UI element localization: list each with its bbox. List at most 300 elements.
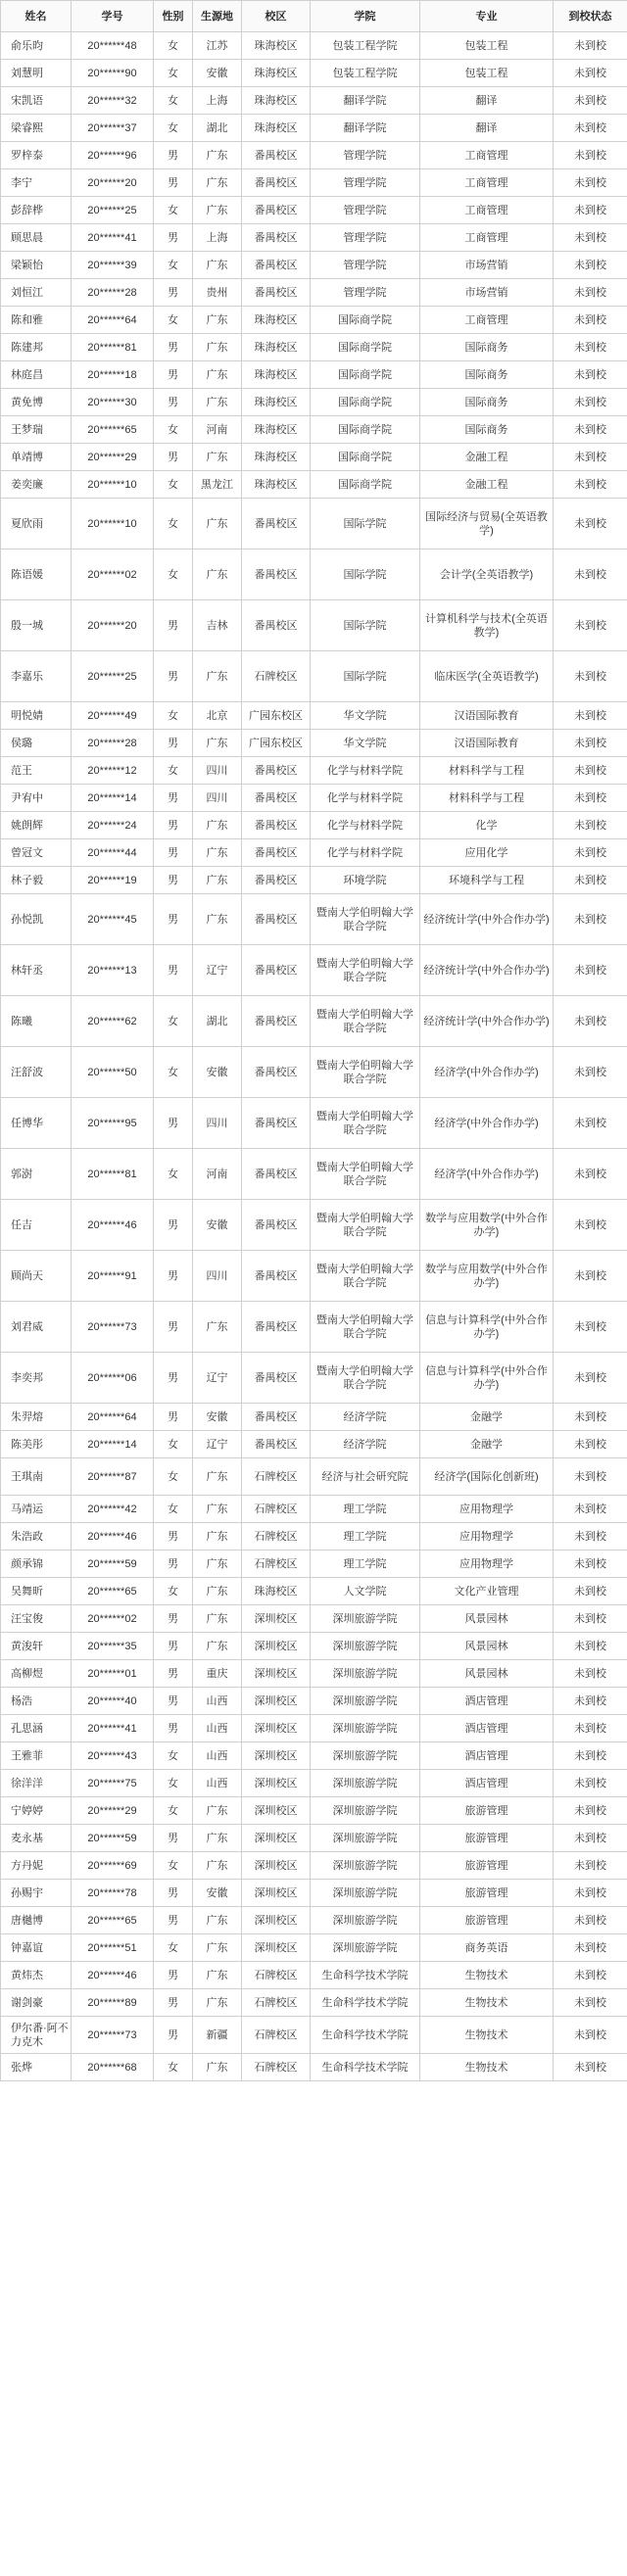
cell-college: 深圳旅游学院 xyxy=(311,1715,420,1742)
cell-college: 暨南大学伯明翰大学联合学院 xyxy=(311,1251,420,1302)
cell-major: 金融学 xyxy=(420,1431,554,1458)
cell-major: 风景园林 xyxy=(420,1660,554,1688)
cell-name: 李宁 xyxy=(1,169,72,197)
cell-major: 生物技术 xyxy=(420,1962,554,1989)
cell-status: 未到校 xyxy=(554,1404,627,1431)
cell-student-id: 20******41 xyxy=(72,1715,154,1742)
cell-campus: 番禺校区 xyxy=(242,197,311,224)
cell-gender: 男 xyxy=(154,169,193,197)
cell-origin: 吉林 xyxy=(193,600,242,651)
table-row xyxy=(1,1688,627,1715)
cell-status: 未到校 xyxy=(554,334,627,361)
cell-gender: 男 xyxy=(154,1660,193,1688)
cell-gender: 男 xyxy=(154,867,193,894)
table-row xyxy=(1,1797,627,1825)
cell-origin: 北京 xyxy=(193,702,242,730)
cell-name: 宋凯语 xyxy=(1,87,72,115)
cell-origin: 广东 xyxy=(193,334,242,361)
cell-major: 旅游管理 xyxy=(420,1797,554,1825)
cell-student-id: 20******46 xyxy=(72,1200,154,1251)
table-row xyxy=(1,996,627,1047)
cell-campus: 珠海校区 xyxy=(242,115,311,142)
table-row xyxy=(1,416,627,444)
header-row xyxy=(1,1,627,32)
table-row xyxy=(1,115,627,142)
cell-name: 汪舒波 xyxy=(1,1047,72,1098)
cell-name: 谢剑豪 xyxy=(1,1989,72,2017)
cell-campus: 珠海校区 xyxy=(242,416,311,444)
cell-status: 未到校 xyxy=(554,471,627,499)
cell-college: 化学与材料学院 xyxy=(311,812,420,839)
table-row xyxy=(1,389,627,416)
cell-college: 化学与材料学院 xyxy=(311,757,420,785)
cell-student-id: 20******65 xyxy=(72,416,154,444)
cell-origin: 广东 xyxy=(193,307,242,334)
cell-gender: 男 xyxy=(154,444,193,471)
cell-student-id: 20******28 xyxy=(72,279,154,307)
cell-college: 经济与社会研究院 xyxy=(311,1458,420,1496)
cell-name: 明悦婧 xyxy=(1,702,72,730)
cell-college: 国际商学院 xyxy=(311,444,420,471)
table-row xyxy=(1,1578,627,1605)
cell-gender: 男 xyxy=(154,1251,193,1302)
cell-origin: 安徽 xyxy=(193,1404,242,1431)
cell-student-id: 20******13 xyxy=(72,945,154,996)
cell-college: 管理学院 xyxy=(311,224,420,252)
cell-origin: 安徽 xyxy=(193,1880,242,1907)
cell-name: 彭辞桦 xyxy=(1,197,72,224)
table-row xyxy=(1,1496,627,1523)
cell-gender: 男 xyxy=(154,1098,193,1149)
table-row xyxy=(1,867,627,894)
table-row xyxy=(1,444,627,471)
cell-origin: 上海 xyxy=(193,87,242,115)
cell-gender: 女 xyxy=(154,1047,193,1098)
cell-status: 未到校 xyxy=(554,1715,627,1742)
cell-gender: 女 xyxy=(154,115,193,142)
cell-name: 王雅菲 xyxy=(1,1742,72,1770)
cell-college: 深圳旅游学院 xyxy=(311,1852,420,1880)
cell-origin: 广东 xyxy=(193,1605,242,1633)
cell-name: 徐洋洋 xyxy=(1,1770,72,1797)
cell-student-id: 20******73 xyxy=(72,1302,154,1353)
table-row xyxy=(1,1047,627,1098)
cell-campus: 番禺校区 xyxy=(242,812,311,839)
cell-major: 化学 xyxy=(420,812,554,839)
cell-name: 孙赐宇 xyxy=(1,1880,72,1907)
cell-student-id: 20******29 xyxy=(72,444,154,471)
cell-gender: 男 xyxy=(154,361,193,389)
cell-student-id: 20******65 xyxy=(72,1578,154,1605)
cell-campus: 深圳校区 xyxy=(242,1852,311,1880)
table-row xyxy=(1,471,627,499)
cell-gender: 男 xyxy=(154,839,193,867)
table-row xyxy=(1,1907,627,1934)
cell-major: 国际商务 xyxy=(420,389,554,416)
cell-campus: 番禺校区 xyxy=(242,1251,311,1302)
cell-major: 经济学(中外合作办学) xyxy=(420,1149,554,1200)
cell-major: 国际商务 xyxy=(420,361,554,389)
table-row xyxy=(1,839,627,867)
header-gender: 性别 xyxy=(154,1,193,32)
cell-student-id: 20******20 xyxy=(72,600,154,651)
table-row xyxy=(1,1962,627,1989)
cell-college: 环境学院 xyxy=(311,867,420,894)
cell-campus: 深圳校区 xyxy=(242,1880,311,1907)
cell-gender: 女 xyxy=(154,252,193,279)
cell-name: 黄浚轩 xyxy=(1,1633,72,1660)
cell-college: 理工学院 xyxy=(311,1550,420,1578)
cell-campus: 深圳校区 xyxy=(242,1797,311,1825)
cell-origin: 广东 xyxy=(193,1797,242,1825)
cell-campus: 深圳校区 xyxy=(242,1825,311,1852)
cell-origin: 广东 xyxy=(193,839,242,867)
table-row xyxy=(1,32,627,60)
cell-campus: 深圳校区 xyxy=(242,1907,311,1934)
cell-name: 陈美彤 xyxy=(1,1431,72,1458)
cell-college: 国际学院 xyxy=(311,499,420,549)
cell-student-id: 20******50 xyxy=(72,1047,154,1098)
cell-major: 信息与计算科学(中外合作办学) xyxy=(420,1353,554,1404)
cell-status: 未到校 xyxy=(554,197,627,224)
cell-campus: 番禺校区 xyxy=(242,499,311,549)
cell-student-id: 20******51 xyxy=(72,1934,154,1962)
cell-status: 未到校 xyxy=(554,549,627,600)
cell-origin: 广东 xyxy=(193,1550,242,1578)
table-row xyxy=(1,1989,627,2017)
cell-student-id: 20******19 xyxy=(72,867,154,894)
cell-campus: 石牌校区 xyxy=(242,2054,311,2081)
cell-college: 翻译学院 xyxy=(311,115,420,142)
table-row xyxy=(1,252,627,279)
cell-origin: 湖北 xyxy=(193,115,242,142)
cell-origin: 辽宁 xyxy=(193,945,242,996)
cell-college: 深圳旅游学院 xyxy=(311,1605,420,1633)
cell-major: 金融学 xyxy=(420,1404,554,1431)
cell-gender: 男 xyxy=(154,651,193,702)
cell-college: 管理学院 xyxy=(311,197,420,224)
cell-status: 未到校 xyxy=(554,1251,627,1302)
cell-name: 罗梓泰 xyxy=(1,142,72,169)
cell-college: 经济学院 xyxy=(311,1431,420,1458)
cell-major: 酒店管理 xyxy=(420,1688,554,1715)
cell-gender: 女 xyxy=(154,87,193,115)
cell-name: 高柳煜 xyxy=(1,1660,72,1688)
cell-status: 未到校 xyxy=(554,279,627,307)
cell-major: 临床医学(全英语教学) xyxy=(420,651,554,702)
header-name: 姓名 xyxy=(1,1,72,32)
cell-student-id: 20******24 xyxy=(72,812,154,839)
cell-major: 经济统计学(中外合作办学) xyxy=(420,945,554,996)
cell-student-id: 20******89 xyxy=(72,1989,154,2017)
cell-gender: 女 xyxy=(154,1852,193,1880)
cell-college: 暨南大学伯明翰大学联合学院 xyxy=(311,996,420,1047)
cell-campus: 深圳校区 xyxy=(242,1934,311,1962)
cell-major: 金融工程 xyxy=(420,471,554,499)
cell-gender: 女 xyxy=(154,1496,193,1523)
cell-gender: 男 xyxy=(154,1715,193,1742)
cell-status: 未到校 xyxy=(554,1989,627,2017)
cell-origin: 广东 xyxy=(193,169,242,197)
cell-status: 未到校 xyxy=(554,1431,627,1458)
cell-college: 国际商学院 xyxy=(311,334,420,361)
cell-name: 朱浩政 xyxy=(1,1523,72,1550)
cell-campus: 石牌校区 xyxy=(242,2017,311,2054)
cell-major: 金融工程 xyxy=(420,444,554,471)
cell-college: 生命科学技术学院 xyxy=(311,1962,420,1989)
cell-status: 未到校 xyxy=(554,1742,627,1770)
cell-student-id: 20******10 xyxy=(72,471,154,499)
cell-gender: 男 xyxy=(154,1605,193,1633)
cell-origin: 四川 xyxy=(193,757,242,785)
cell-student-id: 20******40 xyxy=(72,1688,154,1715)
cell-college: 翻译学院 xyxy=(311,87,420,115)
cell-major: 应用物理学 xyxy=(420,1496,554,1523)
cell-major: 风景园林 xyxy=(420,1605,554,1633)
cell-origin: 黑龙江 xyxy=(193,471,242,499)
cell-student-id: 20******41 xyxy=(72,224,154,252)
cell-student-id: 20******29 xyxy=(72,1797,154,1825)
cell-name: 李嘉乐 xyxy=(1,651,72,702)
cell-origin: 广东 xyxy=(193,1578,242,1605)
cell-major: 商务英语 xyxy=(420,1934,554,1962)
cell-origin: 安徽 xyxy=(193,1200,242,1251)
cell-name: 林子毅 xyxy=(1,867,72,894)
cell-college: 深圳旅游学院 xyxy=(311,1688,420,1715)
cell-campus: 深圳校区 xyxy=(242,1742,311,1770)
cell-campus: 石牌校区 xyxy=(242,1496,311,1523)
cell-major: 数学与应用数学(中外合作办学) xyxy=(420,1200,554,1251)
table-row xyxy=(1,1251,627,1302)
cell-major: 应用物理学 xyxy=(420,1523,554,1550)
cell-name: 张烨 xyxy=(1,2054,72,2081)
cell-status: 未到校 xyxy=(554,867,627,894)
cell-origin: 广东 xyxy=(193,2054,242,2081)
cell-status: 未到校 xyxy=(554,60,627,87)
cell-college: 深圳旅游学院 xyxy=(311,1797,420,1825)
cell-origin: 广东 xyxy=(193,1496,242,1523)
cell-student-id: 20******39 xyxy=(72,252,154,279)
cell-college: 国际商学院 xyxy=(311,389,420,416)
table-row xyxy=(1,1934,627,1962)
cell-major: 应用物理学 xyxy=(420,1550,554,1578)
table-row xyxy=(1,361,627,389)
cell-status: 未到校 xyxy=(554,1550,627,1578)
header-status: 到校状态 xyxy=(554,1,627,32)
cell-name: 杨浩 xyxy=(1,1688,72,1715)
cell-gender: 男 xyxy=(154,1353,193,1404)
cell-campus: 深圳校区 xyxy=(242,1605,311,1633)
cell-name: 陈语媛 xyxy=(1,549,72,600)
cell-status: 未到校 xyxy=(554,1098,627,1149)
cell-origin: 广东 xyxy=(193,142,242,169)
header-campus: 校区 xyxy=(242,1,311,32)
cell-gender: 男 xyxy=(154,785,193,812)
cell-gender: 男 xyxy=(154,1302,193,1353)
table-row xyxy=(1,651,627,702)
cell-origin: 上海 xyxy=(193,224,242,252)
cell-origin: 辽宁 xyxy=(193,1431,242,1458)
cell-college: 暨南大学伯明翰大学联合学院 xyxy=(311,1200,420,1251)
table-row xyxy=(1,1404,627,1431)
table-row xyxy=(1,1523,627,1550)
cell-gender: 男 xyxy=(154,1825,193,1852)
cell-major: 会计学(全英语教学) xyxy=(420,549,554,600)
cell-origin: 辽宁 xyxy=(193,1353,242,1404)
cell-major: 国际商务 xyxy=(420,416,554,444)
cell-origin: 四川 xyxy=(193,785,242,812)
cell-student-id: 20******75 xyxy=(72,1770,154,1797)
cell-gender: 女 xyxy=(154,1578,193,1605)
cell-name: 殷一城 xyxy=(1,600,72,651)
cell-college: 管理学院 xyxy=(311,169,420,197)
cell-origin: 广东 xyxy=(193,252,242,279)
cell-major: 生物技术 xyxy=(420,1989,554,2017)
table-row xyxy=(1,1302,627,1353)
cell-student-id: 20******46 xyxy=(72,1523,154,1550)
cell-gender: 女 xyxy=(154,2054,193,2081)
cell-name: 伊尔番·阿不力克木 xyxy=(1,2017,72,2054)
table-body xyxy=(1,32,627,2081)
cell-college: 管理学院 xyxy=(311,142,420,169)
cell-gender: 女 xyxy=(154,60,193,87)
table-row xyxy=(1,894,627,945)
cell-college: 国际学院 xyxy=(311,549,420,600)
cell-gender: 男 xyxy=(154,945,193,996)
cell-campus: 石牌校区 xyxy=(242,1523,311,1550)
cell-origin: 广东 xyxy=(193,867,242,894)
cell-campus: 番禺校区 xyxy=(242,757,311,785)
table-row xyxy=(1,2017,627,2054)
cell-name: 陈建邦 xyxy=(1,334,72,361)
cell-name: 汪宝俊 xyxy=(1,1605,72,1633)
table-row xyxy=(1,1431,627,1458)
table-row xyxy=(1,499,627,549)
cell-campus: 番禺校区 xyxy=(242,785,311,812)
cell-college: 国际商学院 xyxy=(311,361,420,389)
cell-major: 材料科学与工程 xyxy=(420,757,554,785)
cell-gender: 女 xyxy=(154,1742,193,1770)
cell-student-id: 20******43 xyxy=(72,1742,154,1770)
cell-origin: 广东 xyxy=(193,1302,242,1353)
cell-gender: 女 xyxy=(154,499,193,549)
cell-major: 翻译 xyxy=(420,115,554,142)
cell-gender: 男 xyxy=(154,1404,193,1431)
cell-name: 梁睿熙 xyxy=(1,115,72,142)
cell-student-id: 20******64 xyxy=(72,307,154,334)
cell-gender: 男 xyxy=(154,1962,193,1989)
table-row xyxy=(1,1660,627,1688)
cell-campus: 珠海校区 xyxy=(242,1578,311,1605)
cell-gender: 男 xyxy=(154,142,193,169)
cell-status: 未到校 xyxy=(554,1302,627,1353)
cell-campus: 石牌校区 xyxy=(242,1458,311,1496)
cell-major: 包装工程 xyxy=(420,60,554,87)
cell-college: 经济学院 xyxy=(311,1404,420,1431)
cell-name: 曾冠文 xyxy=(1,839,72,867)
cell-name: 姚朗辉 xyxy=(1,812,72,839)
cell-student-id: 20******46 xyxy=(72,1962,154,1989)
cell-gender: 男 xyxy=(154,389,193,416)
cell-gender: 男 xyxy=(154,224,193,252)
cell-name: 方丹妮 xyxy=(1,1852,72,1880)
cell-student-id: 20******73 xyxy=(72,2017,154,2054)
cell-campus: 深圳校区 xyxy=(242,1633,311,1660)
cell-campus: 珠海校区 xyxy=(242,87,311,115)
cell-campus: 番禺校区 xyxy=(242,839,311,867)
cell-major: 工商管理 xyxy=(420,224,554,252)
cell-gender: 男 xyxy=(154,279,193,307)
table-row xyxy=(1,1825,627,1852)
table-row xyxy=(1,87,627,115)
cell-campus: 珠海校区 xyxy=(242,334,311,361)
cell-major: 包装工程 xyxy=(420,32,554,60)
table-row xyxy=(1,812,627,839)
cell-campus: 番禺校区 xyxy=(242,894,311,945)
cell-gender: 男 xyxy=(154,1523,193,1550)
cell-major: 经济学(国际化创新班) xyxy=(420,1458,554,1496)
cell-student-id: 20******78 xyxy=(72,1880,154,1907)
cell-college: 化学与材料学院 xyxy=(311,839,420,867)
cell-status: 未到校 xyxy=(554,87,627,115)
cell-origin: 广东 xyxy=(193,444,242,471)
table-row xyxy=(1,1550,627,1578)
cell-major: 翻译 xyxy=(420,87,554,115)
cell-major: 国际商务 xyxy=(420,334,554,361)
table-row xyxy=(1,334,627,361)
cell-student-id: 20******90 xyxy=(72,60,154,87)
cell-status: 未到校 xyxy=(554,252,627,279)
cell-gender: 女 xyxy=(154,471,193,499)
cell-origin: 广东 xyxy=(193,1523,242,1550)
cell-campus: 番禺校区 xyxy=(242,252,311,279)
cell-name: 宁婷婷 xyxy=(1,1797,72,1825)
table-row xyxy=(1,279,627,307)
cell-student-id: 20******14 xyxy=(72,1431,154,1458)
cell-student-id: 20******45 xyxy=(72,894,154,945)
cell-status: 未到校 xyxy=(554,1200,627,1251)
cell-college: 深圳旅游学院 xyxy=(311,1770,420,1797)
cell-status: 未到校 xyxy=(554,1633,627,1660)
cell-status: 未到校 xyxy=(554,1797,627,1825)
cell-campus: 番禺校区 xyxy=(242,1353,311,1404)
cell-status: 未到校 xyxy=(554,1852,627,1880)
cell-college: 管理学院 xyxy=(311,252,420,279)
cell-status: 未到校 xyxy=(554,1688,627,1715)
cell-student-id: 20******25 xyxy=(72,197,154,224)
cell-origin: 广东 xyxy=(193,1989,242,2017)
cell-origin: 安徽 xyxy=(193,1047,242,1098)
cell-origin: 广东 xyxy=(193,1962,242,1989)
cell-status: 未到校 xyxy=(554,1578,627,1605)
cell-major: 生物技术 xyxy=(420,2017,554,2054)
cell-college: 暨南大学伯明翰大学联合学院 xyxy=(311,1098,420,1149)
table-row xyxy=(1,549,627,600)
cell-status: 未到校 xyxy=(554,894,627,945)
cell-campus: 番禺校区 xyxy=(242,1149,311,1200)
table-row xyxy=(1,307,627,334)
cell-major: 计算机科学与技术(全英语教学) xyxy=(420,600,554,651)
header-major: 专业 xyxy=(420,1,554,32)
cell-student-id: 20******28 xyxy=(72,730,154,757)
cell-major: 市场营销 xyxy=(420,279,554,307)
cell-campus: 珠海校区 xyxy=(242,32,311,60)
cell-campus: 珠海校区 xyxy=(242,307,311,334)
cell-gender: 女 xyxy=(154,1770,193,1797)
table-row xyxy=(1,1633,627,1660)
cell-major: 生物技术 xyxy=(420,2054,554,2081)
cell-status: 未到校 xyxy=(554,600,627,651)
